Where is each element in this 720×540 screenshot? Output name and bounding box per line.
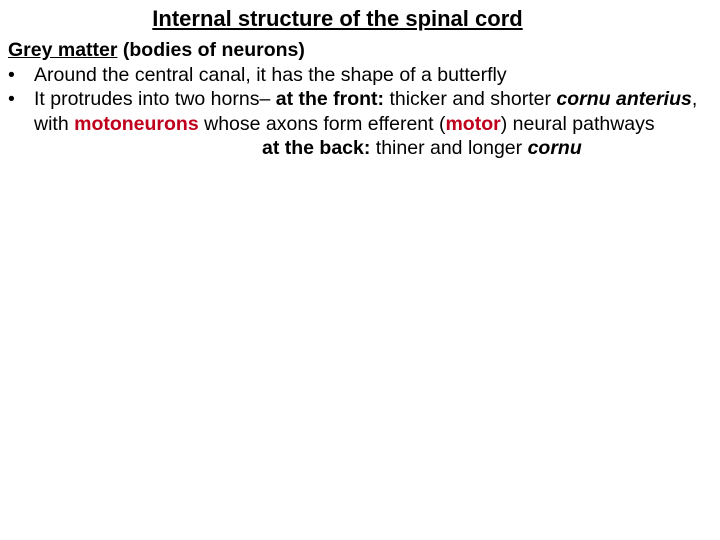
bullet-text: thicker and shorter: [384, 88, 557, 110]
bullet-list: [8, 63, 714, 161]
list-item: [8, 87, 714, 161]
bullet-text: thiner and longer: [370, 137, 528, 159]
back-horn-line: [34, 136, 714, 161]
section-heading-underlined: Grey matter: [8, 39, 118, 61]
slide-body: [8, 38, 714, 161]
term-cornu-anterius: cornu anterius: [556, 88, 692, 110]
section-heading: [8, 38, 714, 63]
section-heading-rest: (bodies of neurons): [117, 39, 305, 61]
bullet-marker: •: [8, 88, 15, 110]
term-cornu-posterius-inline: cornu: [527, 137, 582, 159]
emphasis-back: at the back:: [262, 137, 371, 159]
bullet-text: Around the central canal, it has the shape of a butterfly: [34, 63, 507, 86]
bullet-text: ) neural pathways: [500, 112, 655, 135]
bullet-text: , with: [34, 88, 698, 135]
emphasis-front: at the front:: [275, 88, 385, 110]
term-motoneurons: motoneurons: [74, 112, 199, 135]
bullet-marker: •: [8, 63, 15, 86]
slide-title: Internal structure of the spinal cord: [152, 6, 523, 31]
term-motor: motor: [445, 112, 501, 135]
bullet-text: whose axons form efferent (: [198, 112, 446, 135]
list-item: [8, 63, 714, 88]
bullet-text: It protrudes into two horns–: [34, 88, 276, 110]
